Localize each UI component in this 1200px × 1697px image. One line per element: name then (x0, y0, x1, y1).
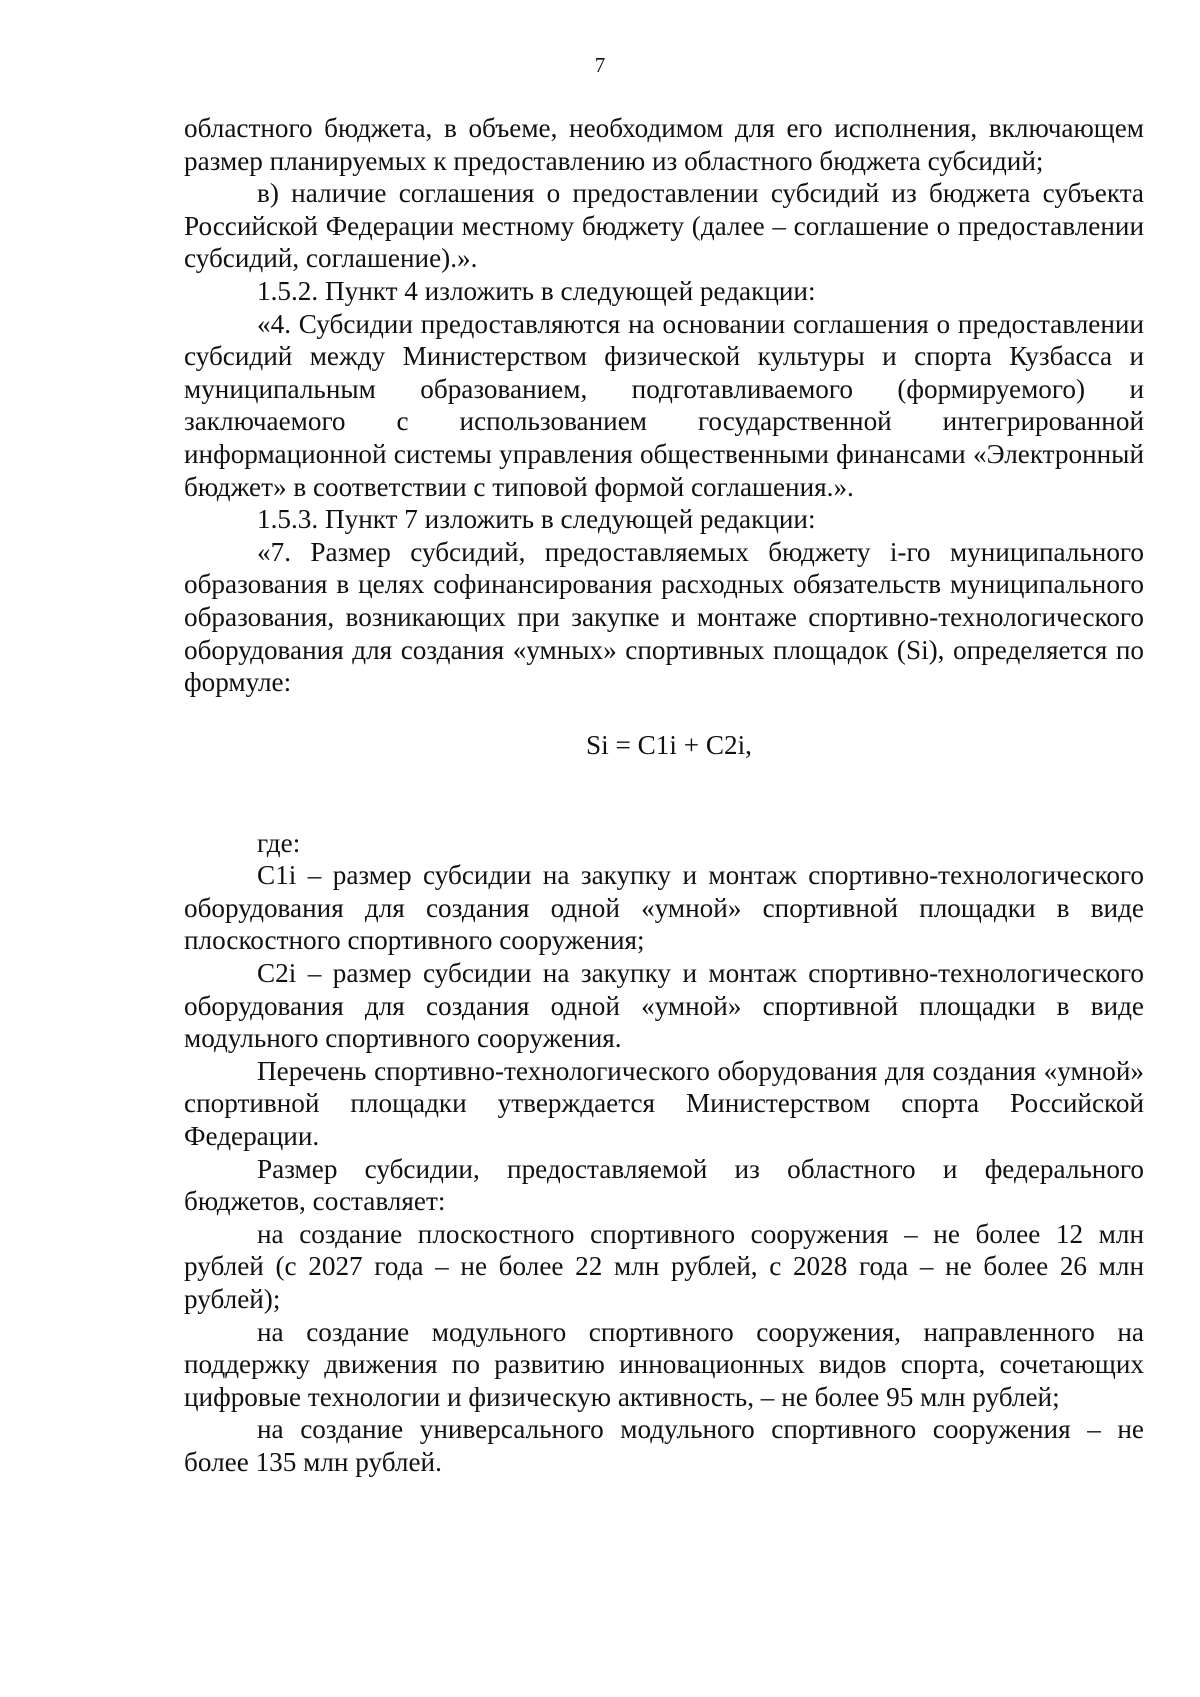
paragraph-point-4: «4. Субсидии предоставляются на основании соглашения о предоставлении субсидий между Министерством физической культуры и спорта Кузбасса и муниципальным образованием, подготавливаемого (формируемого) и заключаемого с использованием государственной интегрированной информационной системы управления общественными финансами «Электронный бюджет» в соответствии с типовой формой соглашения.». (184, 308, 1144, 502)
paragraph-item-v: в) наличие соглашения о предоставлении субсидий из бюджета субъекта Российской Федерации местному бюджету (далее – соглашение о предоставлении субсидий, соглашение).». (184, 178, 1144, 274)
document-body (184, 112, 1144, 1479)
paragraph-where: где: (257, 827, 301, 858)
page-number: 7 (594, 53, 606, 77)
paragraph-1-5-3: 1.5.3. Пункт 7 изложить в следующей редакции: (257, 504, 816, 535)
paragraph-modular-facility: на создание модульного спортивного сооружения, направленного на поддержку движения по развитию инновационных видов спорта, сочетающих цифровые технологии и физическую активность, – не более 95 млн рублей; (184, 1316, 1144, 1412)
paragraph-subsidy-size: Размер субсидии, предоставляемой из областного и федерального бюджетов, составляет: (184, 1153, 1144, 1217)
paragraph-budget-continuation: областного бюджета, в объеме, необходимом для его исполнения, включающем размер планируемых к предоставлению из областного бюджета субсидий; (184, 113, 1144, 176)
paragraph-c2i-definition: C2i – размер субсидии на закупку и монтаж спортивно-технологического оборудования для создания одной «умной» спортивной площадки в виде модульного спортивного сооружения. (184, 958, 1144, 1054)
paragraph-flat-facility: на создание плоскостного спортивного сооружения – не более 12 млн рублей (с 2027 года – не более 22 млн рублей, с 2028 года – не более 26 млн рублей); (184, 1218, 1144, 1314)
paragraph-universal-facility: на создание универсального модульного спортивного сооружения – не более 135 млн рублей. (184, 1414, 1144, 1477)
formula: Si = C1i + C2i, (586, 729, 752, 760)
paragraph-1-5-2: 1.5.2. Пункт 4 изложить в следующей редакции: (257, 275, 816, 306)
paragraph-equipment-list: Перечень спортивно-технологического оборудования для создания «умной» спортивной площадки утверждается Министерством спорта Российской Федерации. (184, 1055, 1144, 1152)
paragraph-c1i-definition: C1i – размер субсидии на закупку и монтаж спортивно-технологического оборудования для создания одной «умной» спортивной площадки в виде плоскостного спортивного сооружения; (184, 860, 1144, 956)
paragraph-point-7: «7. Размер субсидий, предоставляемых бюджету i-го муниципального образования в целях софинансирования расходных обязательств муниципального образования, возникающих при закупке и монтаже спортивно-технологического оборудования для создания «умных» спортивных площадок (Si), определяется по формуле: (184, 536, 1144, 698)
